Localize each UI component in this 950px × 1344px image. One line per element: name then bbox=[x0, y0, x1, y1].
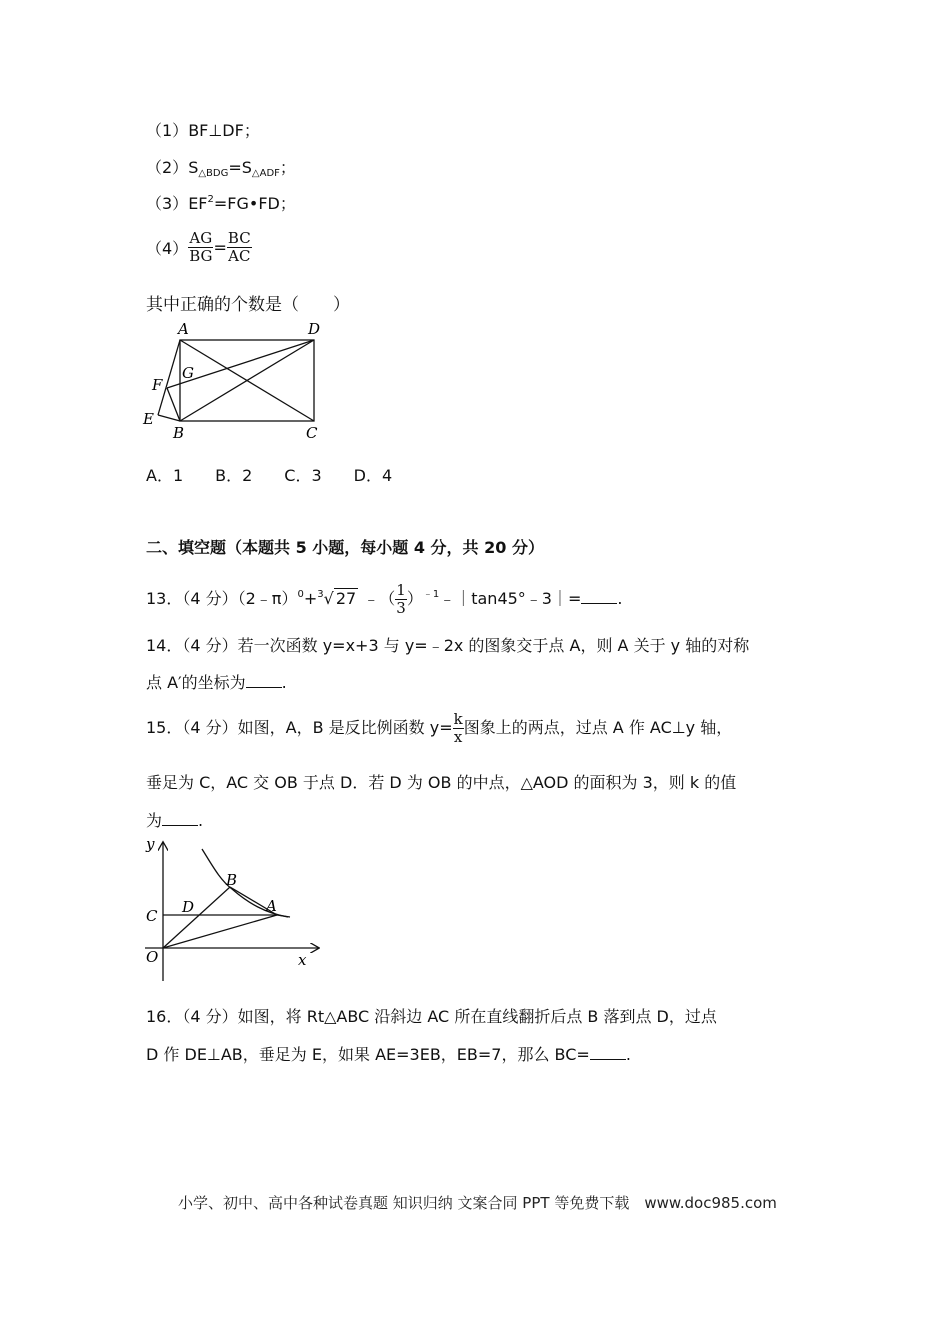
answer-blank bbox=[246, 673, 282, 688]
label-g: G bbox=[182, 364, 194, 382]
q15-line1-a: 15．（4 分）如图，A，B 是反比例函数 y= bbox=[146, 718, 453, 737]
q13-prefix: 13．（4 分）（2﹣π） bbox=[146, 589, 298, 608]
option-2 bbox=[146, 155, 296, 179]
frac-den-bg: BG bbox=[189, 247, 213, 265]
label-f: F bbox=[152, 376, 163, 394]
q14-line2 bbox=[146, 670, 287, 693]
q13-sup0: 0 bbox=[297, 589, 304, 600]
q13-tail: ﹣｜tan45°﹣3｜= bbox=[439, 589, 582, 608]
q15-line3-end: . bbox=[198, 811, 204, 830]
q15-line2: 垂足为 C，AC 交 OB 于点 D．若 D 为 OB 的中点，△AOD 的面积为 3，则 k 的值 bbox=[146, 773, 737, 792]
label-o: O bbox=[146, 948, 159, 966]
option-3-b: =FG•FD； bbox=[213, 194, 296, 213]
q13-minus: ﹣（ bbox=[363, 589, 396, 608]
segment-fb bbox=[167, 388, 180, 421]
answer-blank bbox=[590, 1045, 626, 1060]
frac-den-x: x bbox=[453, 728, 463, 746]
option-1-label: （1） bbox=[146, 121, 189, 140]
fraction-k-x bbox=[453, 711, 464, 746]
q13-plus: + bbox=[303, 589, 318, 608]
frac-den-3: 3 bbox=[396, 599, 406, 617]
question-13 bbox=[146, 580, 622, 617]
option-2-eq: =S bbox=[228, 158, 252, 177]
q16-line2-text: D 作 DE⊥AB，垂足为 E，如果 AE=3EB，EB=7，那么 BC= bbox=[146, 1045, 590, 1064]
cube-root bbox=[317, 580, 358, 614]
q12-figure bbox=[140, 318, 340, 448]
q15-line3-a: 为 bbox=[146, 811, 163, 830]
option-3-sup: 2 bbox=[207, 194, 214, 205]
option-2-sub1: △BDG bbox=[198, 168, 229, 179]
label-c: C bbox=[306, 424, 318, 442]
option-2-label: （2） bbox=[146, 158, 189, 177]
label-c: C bbox=[146, 907, 158, 925]
label-x: x bbox=[298, 951, 307, 969]
q14-line1: 14．（4 分）若一次函数 y=x+3 与 y=﹣2x 的图象交于点 A，则 A 关于 y 轴的对称 bbox=[146, 636, 750, 655]
page-footer: 小学、初中、高中各种试卷真题 知识归纳 文案合同 PPT 等免费下载 www.doc985.com bbox=[178, 1194, 777, 1212]
option-3 bbox=[146, 191, 296, 214]
q16-line1: 16．（4 分）如图，将 Rt△ABC 沿斜边 AC 所在直线翻折后点 B 落到点 D，过点 bbox=[146, 1007, 717, 1026]
q16-line2 bbox=[146, 1042, 631, 1065]
option-2-sub2: △ADF bbox=[251, 168, 280, 179]
q12-choices: A．1 B．2 C．3 D．4 bbox=[146, 466, 393, 485]
frac-num-k: k bbox=[453, 710, 463, 728]
option-4 bbox=[146, 230, 252, 265]
option-1-text: BF⊥DF； bbox=[188, 121, 260, 140]
root-index: 3 bbox=[317, 589, 324, 600]
label-y: y bbox=[146, 835, 155, 853]
frac-num-ag: AG bbox=[189, 229, 213, 247]
option-4-label: （4） bbox=[146, 239, 189, 258]
frac-den-ac: AC bbox=[228, 247, 251, 265]
segment-oa bbox=[163, 915, 277, 948]
frac-num-1: 1 bbox=[396, 581, 406, 599]
label-d: D bbox=[182, 898, 195, 916]
answer-blank bbox=[162, 811, 198, 826]
frac-num-bc: BC bbox=[227, 229, 251, 247]
fraction-bc-ac bbox=[227, 230, 252, 265]
q15-line3 bbox=[146, 808, 203, 831]
q14-line2-end: . bbox=[281, 673, 287, 692]
option-3-a: EF bbox=[188, 194, 208, 213]
option-3-label: （3） bbox=[146, 194, 189, 213]
q15-line1-b: 图象上的两点，过点 A 作 AC⊥y 轴， bbox=[463, 718, 733, 737]
label-e: E bbox=[143, 410, 154, 428]
q15-line1 bbox=[146, 708, 732, 748]
label-d: D bbox=[308, 320, 321, 338]
q13-sup-neg1: ﹣1 bbox=[422, 589, 440, 600]
fraction-1-3 bbox=[395, 582, 407, 617]
option-2-end: ； bbox=[279, 158, 296, 177]
option-1 bbox=[146, 118, 260, 141]
label-a: A bbox=[178, 320, 189, 338]
answer-blank bbox=[581, 589, 617, 604]
radical-sign: √ bbox=[323, 589, 334, 608]
option-2-s1: S bbox=[188, 158, 199, 177]
label-a: A bbox=[266, 897, 277, 915]
q13-end: . bbox=[617, 589, 623, 608]
label-b: B bbox=[226, 871, 238, 889]
section-2-title: 二、填空题（本题共 5 小题，每小题 4 分，共 20 分） bbox=[146, 538, 544, 557]
q16-line2-end: . bbox=[625, 1045, 631, 1064]
q12-prompt: 其中正确的个数是（ ） bbox=[146, 295, 350, 315]
q13-close: ） bbox=[406, 589, 423, 608]
radicand: 27 bbox=[335, 589, 357, 608]
option-4-eq: = bbox=[213, 238, 227, 257]
q14-line2-text: 点 A′的坐标为 bbox=[146, 673, 246, 692]
q15-figure bbox=[140, 835, 320, 985]
segment-eb bbox=[158, 415, 180, 421]
fraction-ag-bg bbox=[188, 230, 213, 265]
label-b: B bbox=[173, 424, 185, 442]
